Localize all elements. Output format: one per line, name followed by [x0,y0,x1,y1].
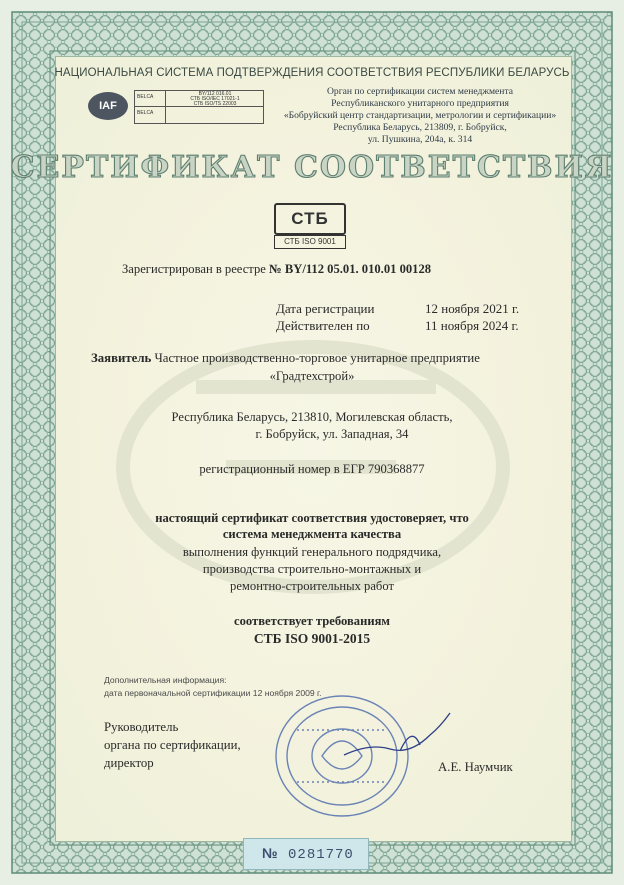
national-system-header: НАЦИОНАЛЬНАЯ СИСТЕМА ПОДТВЕРЖДЕНИЯ СООТВЕТСТВИЯ РЕСПУБЛИКИ БЕЛАРУСЬ [54,67,570,79]
cb-line1: Орган по сертификации систем менеджмента [326,86,514,97]
accreditation-table [134,90,264,124]
acc-row1-label: BELCA [137,94,154,100]
registry-number: № BY/112 05.01. 010.01 00128 [269,262,432,276]
acc-row1-value: BY/112 016.01 СТБ ISO/IEC 17021-1 СТБ ISO/TS 22003 [190,91,240,107]
signer-role3: директор [104,756,154,770]
registration-date-label: Дата регистрации [276,301,375,316]
applicant-address-line1: Республика Беларусь, 213810, Могилевская область, [171,410,453,424]
registry-line [122,262,431,277]
standard-line: СТБ ISO 9001-2015 [253,631,371,646]
serial-prefix: № [262,845,279,861]
scope-line3: ремонтно-строительных работ [230,579,394,593]
scope-line2: производства строительно-монтажных и [202,562,422,576]
stb-mark [274,203,346,249]
stb-caption: СТБ ISO 9001 [274,235,346,249]
additional-info-label: Дополнительная информация: [104,675,227,685]
stb-symbol-frame [274,203,346,235]
iaf-logo-text: IAF [99,100,117,112]
signer-role1: Руководитель [104,720,179,734]
applicant-label: Заявитель [91,351,152,365]
iaf-logo [88,92,128,120]
statement-line1: настоящий сертификат соответствия удостоверяет, что [155,511,469,525]
registry-label: Зарегистрирован в реестре [122,262,266,276]
scope-line1: выполнения функций генерального подрядчика, [182,545,442,559]
applicant-name-line1: Частное производственно-торговое унитарное предприятие [154,351,480,365]
serial-value: 0281770 [288,847,354,863]
complies-line: соответствует требованиям [234,614,390,628]
signer-name: А.Е. Наумчик [438,760,513,774]
applicant-address-line2: г. Бобруйск, ул. Западная, 34 [255,427,409,441]
serial-number [262,845,354,863]
cb-line3: «Бобруйский центр стандартизации, метрологии и сертификации» [283,110,557,121]
cb-line5: ул. Пушкина, 204а, к. 314 [367,134,473,145]
valid-until-date: 11 ноября 2024 г. [425,318,519,333]
registration-date: 12 ноября 2021 г. [425,301,520,316]
cb-line2: Республиканского унитарного предприятия [331,98,509,109]
signer-role2: органа по сертификации, [104,738,241,752]
applicant-line [91,351,480,366]
applicant-name-line2: «Градтехстрой» [269,369,355,383]
egr-number: регистрационный номер в ЕГР 790368877 [199,462,425,476]
certificate-title: СЕРТИФИКАТ СООТВЕТСТВИЯ [10,150,614,185]
valid-until-label: Действителен по [276,318,370,333]
cb-line4: Республика Беларусь, 213809, г. Бобруйск, [333,122,507,133]
additional-info-text: дата первоначальной сертификации 12 ноября 2009 г. [104,688,322,698]
statement-line2: система менеджмента качества [222,527,402,541]
handwritten-signature [340,705,460,765]
stb-symbol: СТБ [291,209,329,228]
iaf-block [88,90,268,124]
acc-row2-label: BELCA [137,110,154,116]
